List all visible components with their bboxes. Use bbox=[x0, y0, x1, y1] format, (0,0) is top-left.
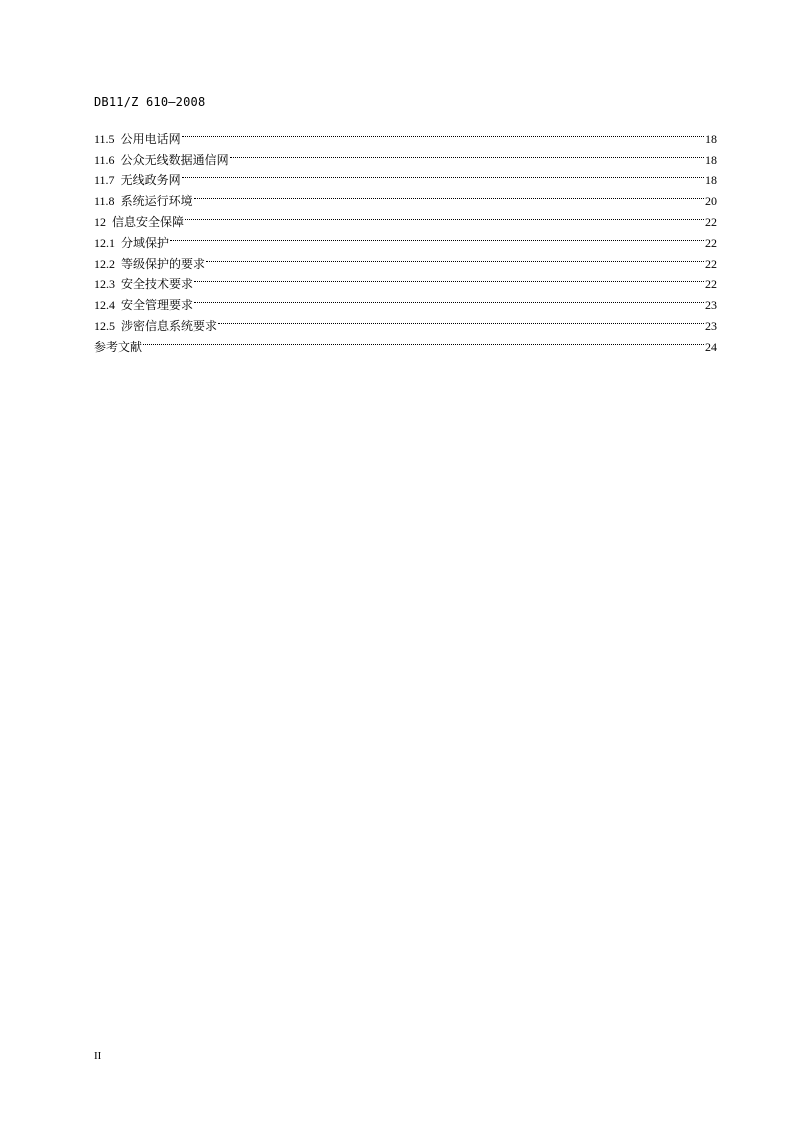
toc-entry-references[interactable] bbox=[94, 330, 717, 354]
toc-entry-page: 20 bbox=[705, 194, 717, 209]
toc-entry-title: 安全管理要求 bbox=[121, 298, 194, 313]
toc-entry-page: 24 bbox=[705, 339, 717, 354]
toc-dot-leader bbox=[182, 164, 704, 185]
toc-entry-12[interactable] bbox=[94, 205, 717, 229]
toc-entry-number: 12.3 bbox=[94, 277, 115, 292]
toc-entry-page: 22 bbox=[705, 256, 717, 271]
toc-entry-title: 参考文献 bbox=[94, 339, 143, 354]
toc-dot-leader bbox=[194, 268, 704, 289]
toc-entry-title: 无线政务网 bbox=[120, 173, 181, 188]
toc-entry-title: 等级保护的要求 bbox=[121, 256, 206, 271]
toc-entry-title: 系统运行环境 bbox=[120, 194, 193, 209]
toc-dot-leader bbox=[170, 226, 704, 247]
toc-dot-leader bbox=[194, 184, 704, 205]
toc-entry-11-5[interactable] bbox=[94, 122, 717, 146]
page-number-footer: II bbox=[94, 1050, 102, 1062]
toc-dot-leader bbox=[143, 330, 704, 351]
toc-entry-11-8[interactable] bbox=[94, 184, 717, 209]
toc-entry-number: 12.1 bbox=[94, 235, 115, 250]
toc-entry-page: 18 bbox=[705, 131, 717, 146]
toc-entry-number: 11.8 bbox=[94, 194, 115, 209]
toc-entry-title: 信息安全保障 bbox=[112, 214, 185, 229]
toc-entry-11-7[interactable] bbox=[94, 164, 717, 188]
toc-dot-leader bbox=[206, 247, 704, 268]
toc-entry-number: 11.7 bbox=[94, 173, 115, 188]
toc-entry-number: 12.2 bbox=[94, 256, 115, 271]
toc-entry-title: 涉密信息系统要求 bbox=[121, 318, 218, 333]
toc-entry-11-6[interactable] bbox=[94, 143, 717, 167]
table-of-contents bbox=[94, 122, 717, 354]
toc-entry-number: 11.5 bbox=[94, 131, 115, 146]
toc-entry-number: 11.6 bbox=[94, 152, 115, 167]
toc-entry-12-2[interactable] bbox=[94, 247, 717, 271]
toc-entry-page: 22 bbox=[705, 235, 717, 250]
toc-dot-leader bbox=[185, 205, 704, 226]
toc-dot-leader bbox=[218, 309, 704, 330]
toc-entry-12-1[interactable] bbox=[94, 226, 717, 250]
toc-entry-title: 公用电话网 bbox=[120, 131, 181, 146]
toc-entry-number: 12.5 bbox=[94, 318, 115, 333]
toc-entry-page: 22 bbox=[705, 277, 717, 292]
toc-entry-page: 23 bbox=[705, 298, 717, 313]
toc-entry-title: 公众无线数据通信网 bbox=[120, 152, 229, 167]
toc-entry-page: 18 bbox=[705, 173, 717, 188]
toc-dot-leader bbox=[194, 288, 704, 309]
toc-entry-page: 23 bbox=[705, 318, 717, 333]
toc-entry-title: 安全技术要求 bbox=[121, 277, 194, 292]
toc-entry-number: 12 bbox=[94, 214, 106, 229]
toc-entry-page: 22 bbox=[705, 214, 717, 229]
toc-entry-page: 18 bbox=[705, 152, 717, 167]
toc-entry-title: 分域保护 bbox=[121, 235, 170, 250]
toc-dot-leader bbox=[182, 122, 704, 143]
document-code-header: DB11/Z 610—2008 bbox=[94, 95, 206, 109]
toc-dot-leader bbox=[230, 143, 704, 164]
toc-entry-number: 12.4 bbox=[94, 298, 115, 313]
